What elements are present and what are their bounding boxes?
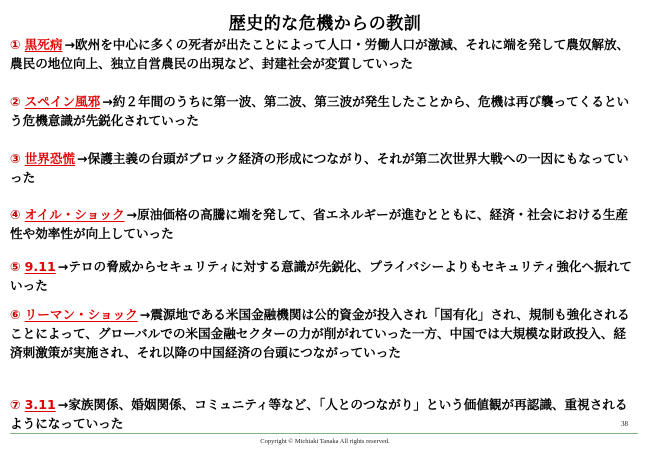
item-number: ③ <box>10 151 21 166</box>
arrow-icon: → <box>57 259 69 274</box>
item-number: ① <box>10 37 21 52</box>
lesson-item <box>10 257 638 295</box>
arrow-icon: → <box>102 94 113 109</box>
lesson-item <box>10 395 638 433</box>
item-text: 原油価格の高騰に端を発して、省エネルギーが進むとともに、経済・社会における生産性や効率性が向上していった <box>10 207 629 241</box>
item-keyword: 3.11 <box>24 397 56 412</box>
lesson-item <box>10 205 638 243</box>
lesson-item <box>10 149 638 187</box>
arrow-icon: → <box>139 307 151 322</box>
item-keyword: オイル・ショック <box>24 207 125 222</box>
item-keyword: リーマン・ショック <box>24 307 138 322</box>
slide-title: 歴史的な危機からの教訓 <box>228 14 422 34</box>
arrow-icon: → <box>57 397 69 412</box>
item-number: ② <box>10 94 21 109</box>
item-keyword: 世界恐慌 <box>24 151 76 166</box>
lesson-item <box>10 305 638 362</box>
item-number: ⑤ <box>10 259 21 274</box>
lesson-item <box>10 35 638 73</box>
item-number: ④ <box>10 207 21 222</box>
lesson-item <box>10 92 638 130</box>
item-text: 家族関係、婚姻関係、コミュニティ等など、「人とのつながり」という価値観が再認識、重視されるようになっていった <box>10 397 628 431</box>
arrow-icon: → <box>77 151 88 166</box>
footer-divider <box>10 433 638 434</box>
item-text: 欧州を中心に多くの死者が出たことによって人口・労働人口が激減、それに端を発して農奴解放、農民の地位向上、独立自営農民の出現など、封建社会が変質していった <box>10 37 630 71</box>
arrow-icon: → <box>64 37 76 52</box>
page-number: 38 <box>621 420 628 428</box>
copyright-notice: Copyright © Michiaki Tanaka All rights reserved. <box>260 438 390 445</box>
item-text: 保護主義の台頭がブロック経済の形成につながり、それが第二次世界大戦への一因にもなっていった <box>10 151 629 185</box>
item-number: ⑦ <box>10 397 21 412</box>
item-text: 震源地である米国金融機関は公的資金が投入され「国有化」され、規制も強化されることによって、グローバルでの米国金融セクターの力が削がれていった一方、中国では大規模な財政投入、経済刺激策が実施され、それ以降の中国経済の台頭につながっていった <box>10 307 630 360</box>
arrow-icon: → <box>126 207 138 222</box>
item-text: 約２年間のうちに第一波、第二波、第三波が発生したことから、危機は再び襲ってくるという危機意識が先鋭化されていった <box>10 94 630 128</box>
item-text: テロの脅威からセキュリティに対する意識が先鋭化、プライバシーよりもセキュリティ強化へ振れていった <box>10 259 632 293</box>
item-keyword: 9.11 <box>24 259 56 274</box>
item-keyword: スペイン風邪 <box>24 94 101 109</box>
item-keyword: 黒死病 <box>24 37 63 52</box>
item-number: ⑥ <box>10 307 21 322</box>
